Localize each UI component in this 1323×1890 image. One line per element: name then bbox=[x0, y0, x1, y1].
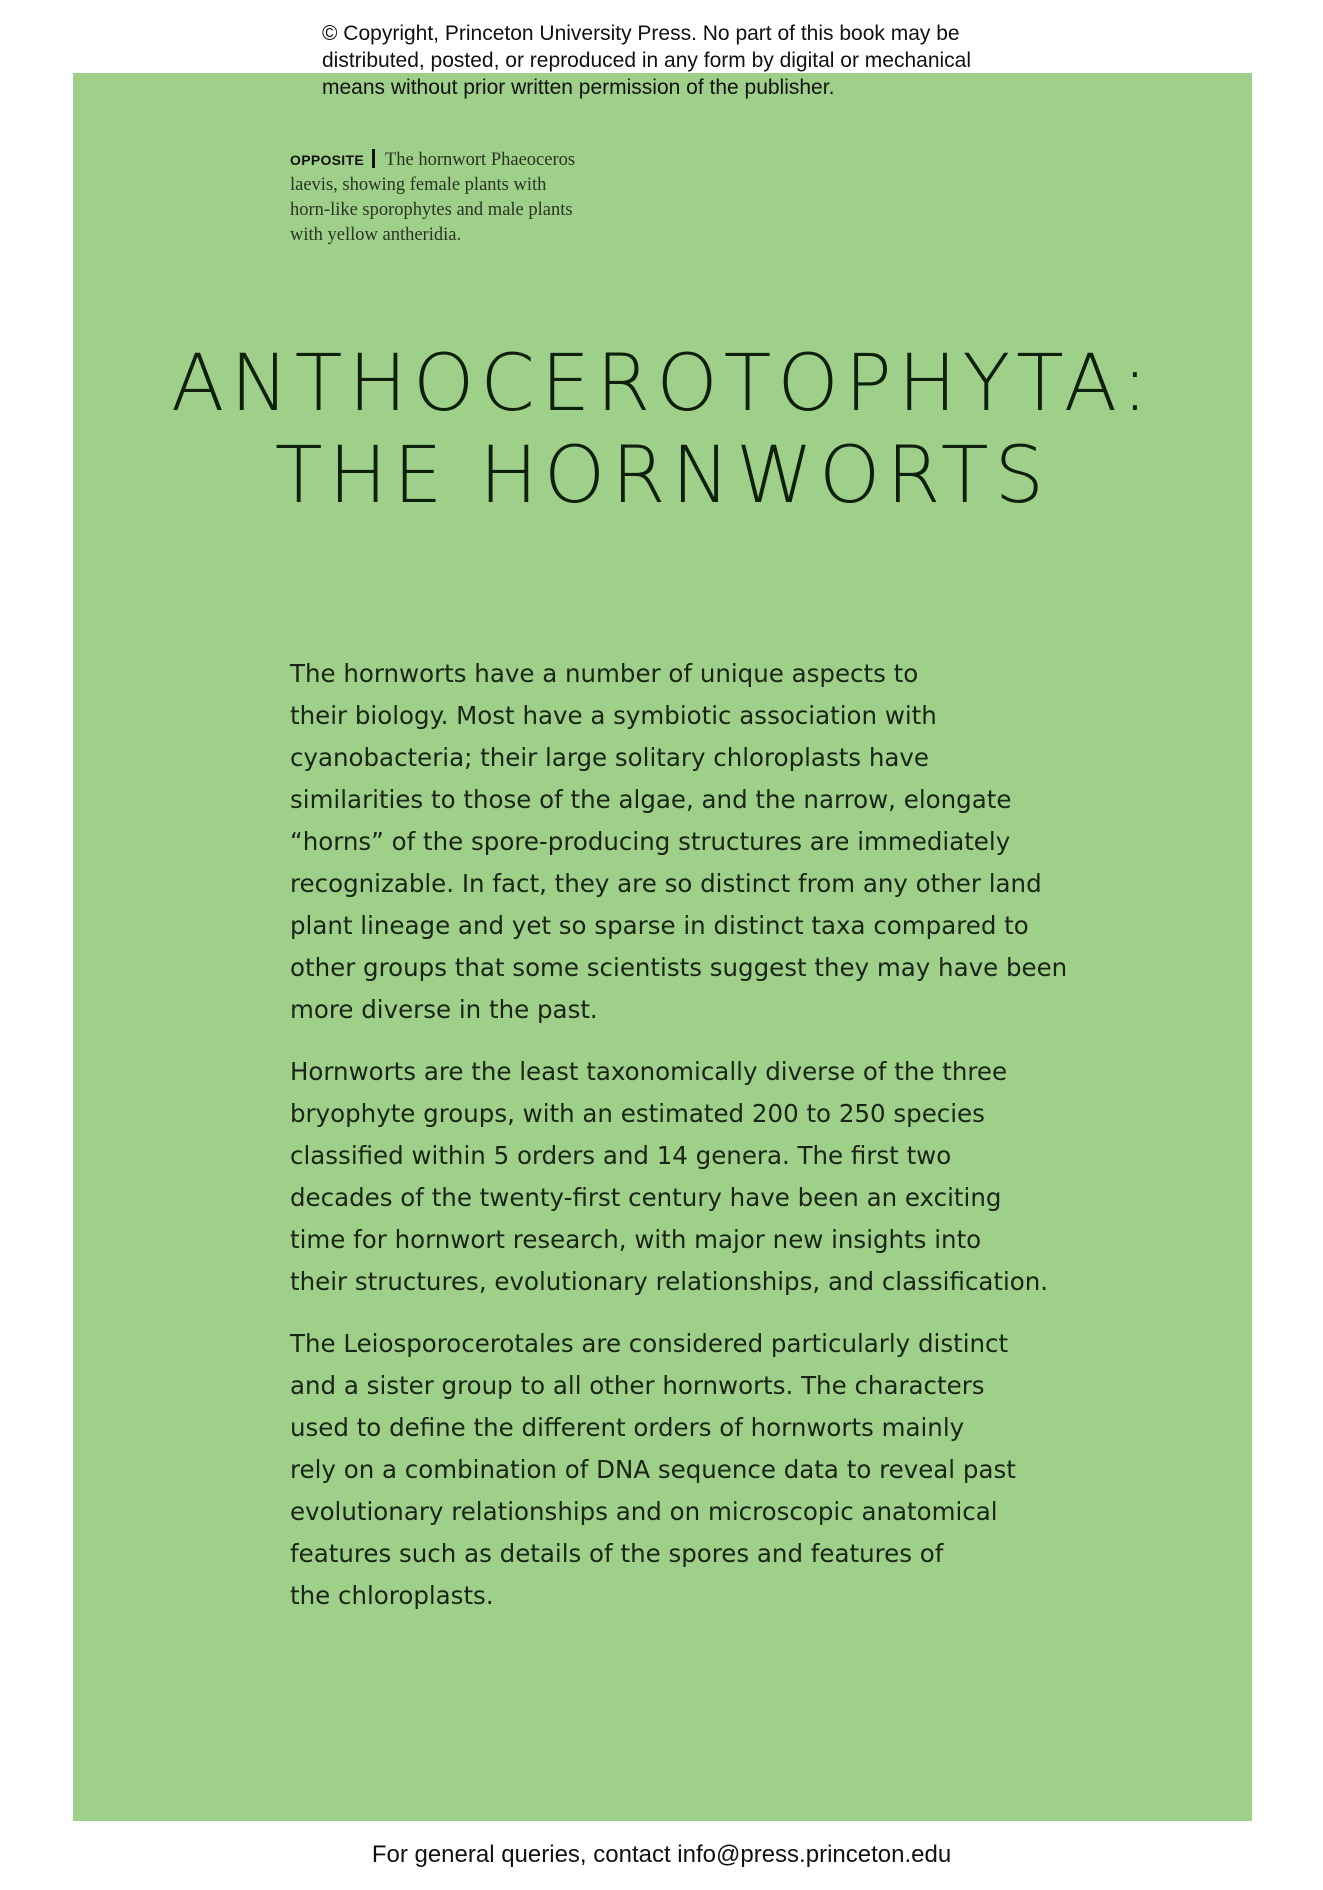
body-text bbox=[290, 653, 1068, 1637]
caption-line: laevis, showing female plants with bbox=[290, 175, 547, 195]
text-line: their biology. Most have a symbiotic association with bbox=[290, 701, 937, 730]
text-line: similarities to those of the algae, and the narrow, elongate bbox=[290, 785, 1012, 814]
text-line: features such as details of the spores and features of bbox=[290, 1539, 944, 1568]
chapter-title-line-1: ANTHOCEROTOPHYTA: bbox=[171, 339, 1154, 429]
text-line: The Leiosporocerotales are considered particularly distinct bbox=[290, 1329, 1009, 1358]
copyright-line: © Copyright, Princeton University Press. No part of this book may be bbox=[322, 22, 960, 45]
text-line: Hornworts are the least taxonomically diverse of the three bbox=[290, 1057, 1008, 1086]
copyright-line: distributed, posted, or reproduced in any form by digital or mechanical bbox=[322, 49, 972, 72]
caption-text-1: The hornwort Phaeoceros bbox=[384, 150, 576, 170]
text-line: cyanobacteria; their large solitary chloroplasts have bbox=[290, 743, 929, 772]
copyright-notice bbox=[322, 20, 1042, 101]
copyright-line: means without prior written permission of the publisher. bbox=[322, 76, 835, 99]
book-page bbox=[73, 73, 1252, 1821]
text-line: recognizable. In fact, they are so distinct from any other land bbox=[290, 869, 1042, 898]
caption-divider bbox=[372, 149, 375, 168]
figure-caption bbox=[290, 148, 630, 248]
text-line: more diverse in the past. bbox=[290, 995, 598, 1024]
text-line: other groups that some scientists suggest they may have been bbox=[290, 953, 1068, 982]
text-line: and a sister group to all other hornworts. The characters bbox=[290, 1371, 985, 1400]
text-line: evolutionary relationships and on microscopic anatomical bbox=[290, 1497, 998, 1526]
caption-line: with yellow antheridia. bbox=[290, 225, 462, 245]
caption-line: horn-like sporophytes and male plants bbox=[290, 200, 573, 220]
paragraph-2 bbox=[290, 1051, 1050, 1303]
text-line: their structures, evolutionary relationships, and classification. bbox=[290, 1267, 1049, 1296]
text-line: decades of the twenty-first century have been an exciting bbox=[290, 1183, 1002, 1212]
text-line: classified within 5 orders and 14 genera. The first two bbox=[290, 1141, 952, 1170]
text-line: plant lineage and yet so sparse in distinct taxa compared to bbox=[290, 911, 1029, 940]
text-line: “horns” of the spore-producing structures are immediately bbox=[290, 827, 1011, 856]
chapter-title-line-2: THE HORNWORTS bbox=[274, 431, 1051, 521]
text-line: bryophyte groups, with an estimated 200 to 250 species bbox=[290, 1099, 985, 1128]
caption-label: OPPOSITE bbox=[290, 152, 364, 168]
text-line: rely on a combination of DNA sequence data to reveal past bbox=[290, 1455, 1016, 1484]
paragraph-1 bbox=[290, 653, 1068, 1031]
paragraph-3 bbox=[290, 1323, 1050, 1617]
text-line: the chloroplasts. bbox=[290, 1581, 494, 1610]
caption-line bbox=[290, 148, 630, 173]
chapter-title bbox=[73, 338, 1252, 522]
text-line: time for hornwort research, with major new insights into bbox=[290, 1225, 982, 1254]
text-line: used to define the different orders of hornworts mainly bbox=[290, 1413, 965, 1442]
footer-contact: For general queries, contact info@press.princeton.edu bbox=[371, 1841, 952, 1868]
text-line: The hornworts have a number of unique aspects to bbox=[290, 659, 919, 688]
